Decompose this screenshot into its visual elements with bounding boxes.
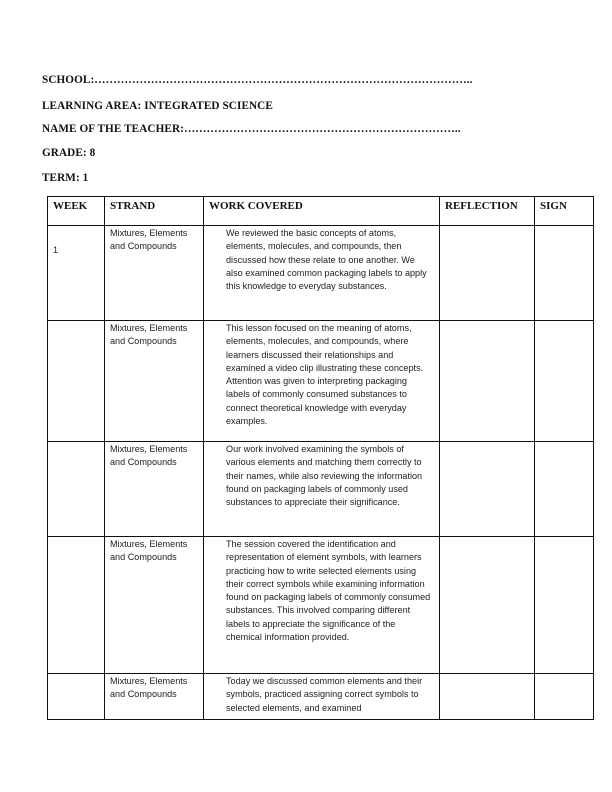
strand-cell: Mixtures, Elements and Compounds	[105, 321, 204, 442]
work-covered-cell: The session covered the identification and representation of element symbols, with learners practicing how to write selected elements using their correct symbols while examining information found on packaging labels of commonly consumed substances. This involved comparing different labels to appreciate the significance of the chemical information provided.	[204, 537, 440, 674]
work-covered-cell: Our work involved examining the symbols of various elements and matching them correctly to their names, while also reviewing the information found on packaging labels of commonly used substances to appreciate their significance.	[204, 442, 440, 537]
table-row	[48, 537, 594, 674]
column-header-work-covered: WORK COVERED	[204, 197, 440, 226]
reflection-cell[interactable]	[440, 321, 535, 442]
sign-cell[interactable]	[535, 537, 594, 674]
table-row	[48, 674, 594, 720]
strand-cell: Mixtures, Elements and Compounds	[105, 674, 204, 720]
work-covered-cell: This lesson focused on the meaning of atoms, elements, molecules, and compounds, where learners discussed their relationships and examined a video clip illustrating these concepts. Attention was given to interpreting packaging labels of commonly consumed substances to connect theoretical knowledge with everyday examples.	[204, 321, 440, 442]
learning-area: LEARNING AREA: INTEGRATED SCIENCE	[42, 100, 273, 112]
week-cell	[48, 321, 105, 442]
strand-cell: Mixtures, Elements and Compounds	[105, 537, 204, 674]
reflection-cell[interactable]	[440, 226, 535, 321]
reflection-cell[interactable]	[440, 674, 535, 720]
teacher-name-field: NAME OF THE TEACHER:………………………………………………………………..	[42, 123, 461, 135]
sign-cell[interactable]	[535, 321, 594, 442]
reflection-cell[interactable]	[440, 537, 535, 674]
work-covered-cell: We reviewed the basic concepts of atoms, elements, molecules, and compounds, then discussed how these relate to one another. We also examined common packaging labels to apply this knowledge to everyday substances.	[204, 226, 440, 321]
sign-cell[interactable]	[535, 674, 594, 720]
school-field: SCHOOL:………………………………………………………………………………………..	[42, 74, 473, 86]
column-header-strand: STRAND	[105, 197, 204, 226]
table-row	[48, 226, 594, 321]
week-cell	[48, 442, 105, 537]
week-cell: 1	[48, 226, 105, 321]
week-cell	[48, 674, 105, 720]
column-header-sign: SIGN	[535, 197, 594, 226]
strand-cell: Mixtures, Elements and Compounds	[105, 442, 204, 537]
term: TERM: 1	[42, 172, 89, 184]
table-header-row	[48, 197, 594, 226]
sign-cell[interactable]	[535, 226, 594, 321]
strand-cell: Mixtures, Elements and Compounds	[105, 226, 204, 321]
table-row	[48, 442, 594, 537]
work-log-table	[47, 196, 594, 720]
work-covered-cell: Today we discussed common elements and their symbols, practiced assigning correct symbols to selected elements, and examined	[204, 674, 440, 720]
column-header-reflection: REFLECTION	[440, 197, 535, 226]
reflection-cell[interactable]	[440, 442, 535, 537]
week-cell	[48, 537, 105, 674]
grade: GRADE: 8	[42, 147, 96, 159]
table-row	[48, 321, 594, 442]
sign-cell[interactable]	[535, 442, 594, 537]
column-header-week: WEEK	[48, 197, 105, 226]
